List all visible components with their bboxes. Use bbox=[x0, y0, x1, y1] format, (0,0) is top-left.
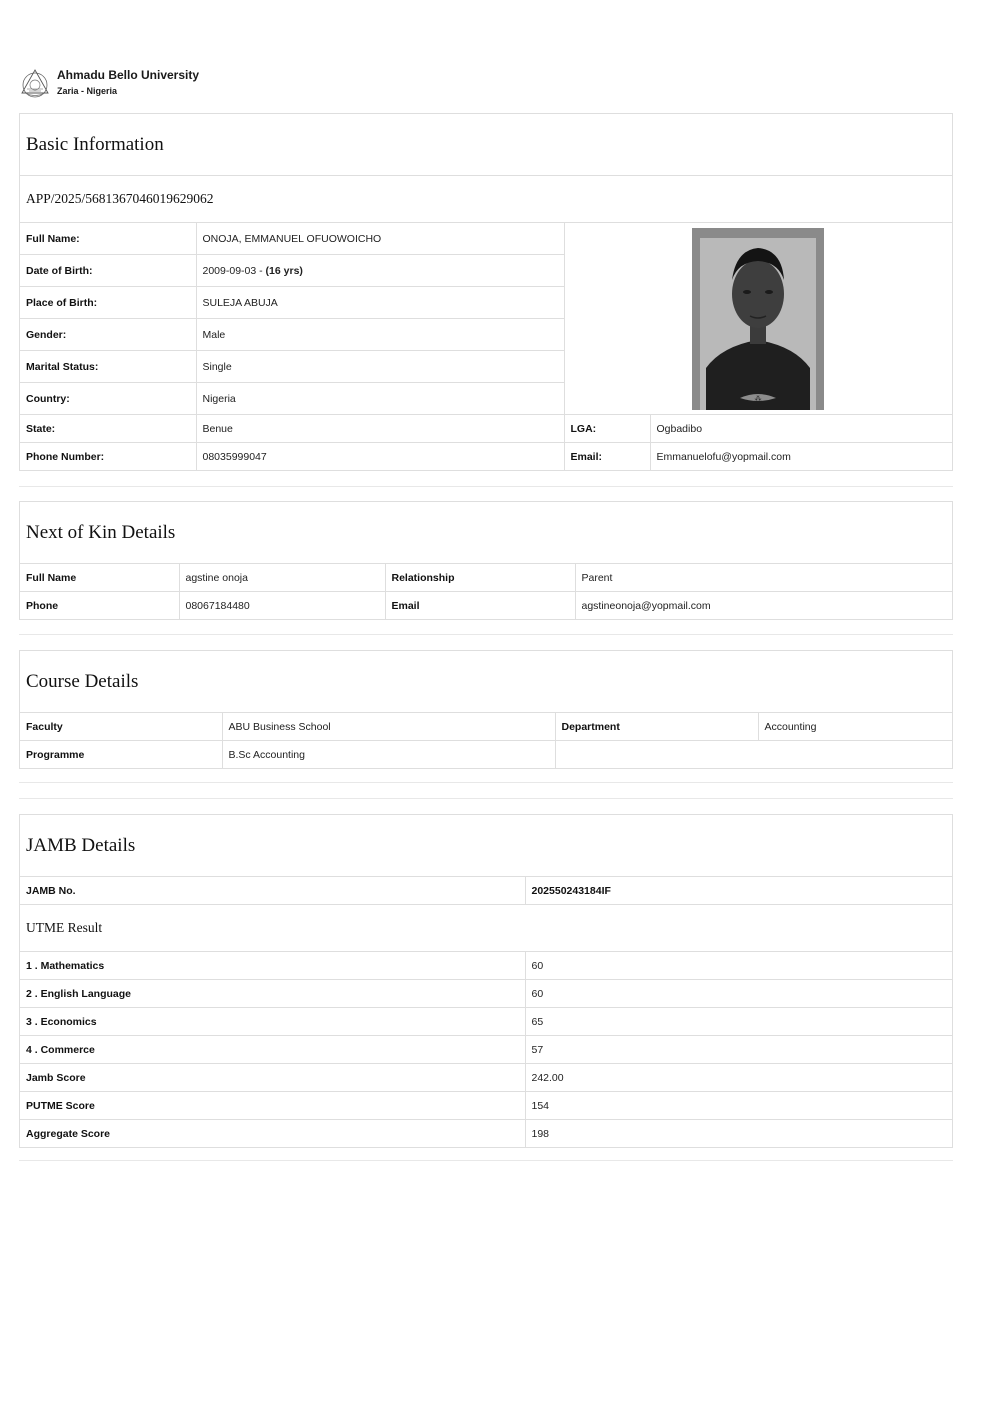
kin-full-name-label: Full Name bbox=[20, 564, 179, 592]
marital-status-value: Single bbox=[196, 351, 564, 383]
age: (16 yrs) bbox=[265, 264, 303, 277]
table-row bbox=[20, 592, 952, 620]
kin-phone-value: 08067184480 bbox=[179, 592, 385, 620]
kin-full-name-value: agstine onoja bbox=[179, 564, 385, 592]
state-value: Benue bbox=[196, 415, 564, 443]
table-row bbox=[20, 952, 952, 980]
result-label: 4 . Commerce bbox=[20, 1036, 525, 1064]
svg-text:⁂: ⁂ bbox=[754, 395, 762, 403]
passport-photo bbox=[692, 228, 824, 410]
result-label: 1 . Mathematics bbox=[20, 952, 525, 980]
passport-photo-cell bbox=[564, 223, 952, 415]
table-row bbox=[20, 1036, 952, 1064]
jamb-score-value: 242.00 bbox=[525, 1064, 952, 1092]
date-of-birth: 2009-09-03 - bbox=[202, 264, 266, 277]
aggregate-score-label: Aggregate Score bbox=[20, 1120, 525, 1148]
basic-information-card bbox=[19, 113, 953, 471]
table-row bbox=[20, 564, 952, 592]
lga-label: LGA: bbox=[564, 415, 650, 443]
department-value: Accounting bbox=[758, 713, 952, 741]
university-logo bbox=[19, 67, 51, 99]
table-row bbox=[20, 415, 952, 443]
result-label: 3 . Economics bbox=[20, 1008, 525, 1036]
kin-relationship-label: Relationship bbox=[385, 564, 575, 592]
country-label: Country: bbox=[20, 383, 196, 415]
table-row bbox=[20, 1120, 952, 1148]
full-name-label: Full Name: bbox=[20, 223, 196, 255]
faculty-label: Faculty bbox=[20, 713, 222, 741]
kin-email-value: agstineonoja@yopmail.com bbox=[575, 592, 952, 620]
table-row bbox=[20, 980, 952, 1008]
state-label: State: bbox=[20, 415, 196, 443]
divider bbox=[19, 782, 953, 783]
course-details-title: Course Details bbox=[20, 651, 952, 713]
jamb-score-label: Jamb Score bbox=[20, 1064, 525, 1092]
email-value: Emmanuelofu@yopmail.com bbox=[650, 443, 952, 471]
next-of-kin-card bbox=[19, 501, 953, 620]
date-of-birth-value bbox=[196, 255, 564, 287]
utme-result-table bbox=[20, 952, 952, 1147]
jamb-details-title: JAMB Details bbox=[20, 815, 952, 877]
phone-number-value: 08035999047 bbox=[196, 443, 564, 471]
utme-result-title: UTME Result bbox=[20, 904, 952, 952]
result-value: 65 bbox=[525, 1008, 952, 1036]
department-label: Department bbox=[555, 713, 758, 741]
aggregate-score-value: 198 bbox=[525, 1120, 952, 1148]
jamb-number-label: JAMB No. bbox=[20, 877, 525, 904]
email-label: Email: bbox=[564, 443, 650, 471]
place-of-birth-value: SULEJA ABUJA bbox=[196, 287, 564, 319]
divider bbox=[19, 1160, 953, 1161]
course-details-card bbox=[19, 650, 953, 769]
jamb-number-table bbox=[20, 877, 952, 904]
marital-status-label: Marital Status: bbox=[20, 351, 196, 383]
table-row bbox=[20, 877, 952, 904]
empty-cell bbox=[555, 741, 952, 769]
putme-score-label: PUTME Score bbox=[20, 1092, 525, 1120]
table-row bbox=[20, 713, 952, 741]
phone-number-label: Phone Number: bbox=[20, 443, 196, 471]
programme-label: Programme bbox=[20, 741, 222, 769]
gender-value: Male bbox=[196, 319, 564, 351]
full-name-value: ONOJA, EMMANUEL OFUOWOICHO bbox=[196, 223, 564, 255]
result-value: 60 bbox=[525, 952, 952, 980]
table-row bbox=[20, 223, 952, 255]
divider bbox=[19, 798, 953, 799]
result-value: 60 bbox=[525, 980, 952, 1008]
result-value: 57 bbox=[525, 1036, 952, 1064]
result-label: 2 . English Language bbox=[20, 980, 525, 1008]
course-details-table bbox=[20, 713, 952, 768]
kin-phone-label: Phone bbox=[20, 592, 179, 620]
country-value: Nigeria bbox=[196, 383, 564, 415]
divider bbox=[19, 634, 953, 635]
table-row bbox=[20, 1092, 952, 1120]
place-of-birth-label: Place of Birth: bbox=[20, 287, 196, 319]
table-row bbox=[20, 1008, 952, 1036]
university-name: Ahmadu Bello University bbox=[57, 68, 200, 82]
basic-information-title: Basic Information bbox=[20, 114, 952, 176]
putme-score-value: 154 bbox=[525, 1092, 952, 1120]
table-row bbox=[20, 443, 952, 471]
application-number: APP/2025/5681367046019629062 bbox=[20, 176, 952, 223]
kin-relationship-value: Parent bbox=[575, 564, 952, 592]
basic-information-table bbox=[20, 223, 952, 470]
date-of-birth-label: Date of Birth: bbox=[20, 255, 196, 287]
faculty-value: ABU Business School bbox=[222, 713, 555, 741]
gender-label: Gender: bbox=[20, 319, 196, 351]
kin-email-label: Email bbox=[385, 592, 575, 620]
next-of-kin-table bbox=[20, 564, 952, 619]
divider bbox=[19, 486, 953, 487]
jamb-details-card bbox=[19, 814, 953, 1148]
table-row bbox=[20, 741, 952, 769]
table-row bbox=[20, 1064, 952, 1092]
page-header bbox=[19, 65, 199, 101]
lga-value: Ogbadibo bbox=[650, 415, 952, 443]
programme-value: B.Sc Accounting bbox=[222, 741, 555, 769]
jamb-number-value: 202550243184IF bbox=[525, 877, 952, 904]
next-of-kin-title: Next of Kin Details bbox=[20, 502, 952, 564]
university-location: Zaria - Nigeria bbox=[57, 86, 118, 96]
